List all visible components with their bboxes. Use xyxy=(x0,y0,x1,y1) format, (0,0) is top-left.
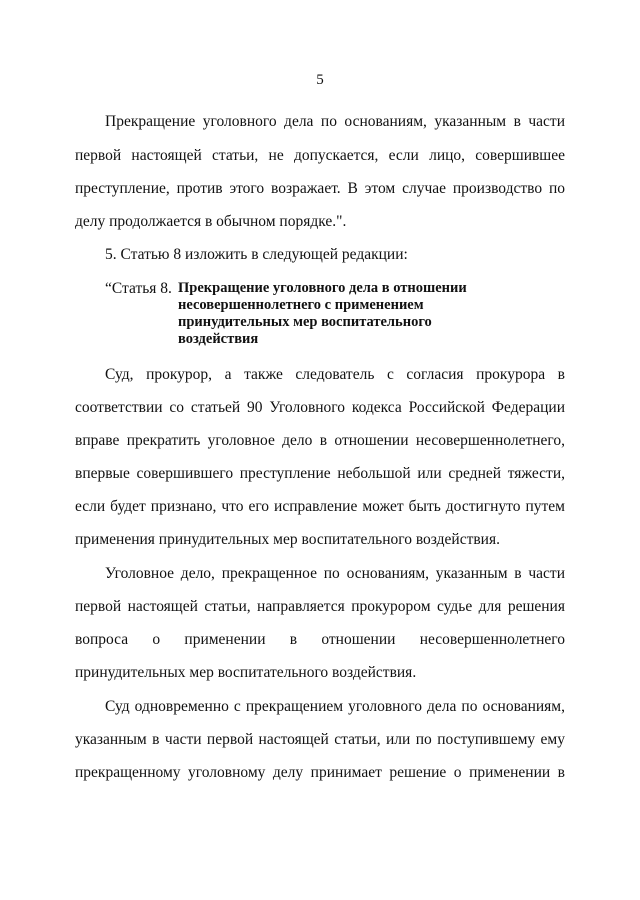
text-line: делу продолжается в обычном порядке.". xyxy=(75,213,347,230)
text-line: прекращенному уголовному делу принимает решение о применении в xyxy=(75,764,565,781)
text-line: первой настоящей статьи, не допускается, если лицо, совершившее xyxy=(75,147,565,164)
text-line: указанным в части первой настоящей статьи, или по поступившему ему xyxy=(75,731,565,748)
heading-line: несовершеннолетнего с применением xyxy=(178,297,424,313)
text-line: 5. Статью 8 изложить в следующей редакции: xyxy=(105,246,408,263)
article-label: “Статья 8. xyxy=(105,280,172,297)
text-line: Прекращение уголовного дела по основаниям, указанным в части xyxy=(105,113,565,130)
text-line: Уголовное дело, прекращенное по основаниям, указанным в части xyxy=(105,565,565,582)
text-line: если будет признано, что его исправление может быть достигнуто путем xyxy=(75,498,565,515)
article-heading xyxy=(178,280,467,348)
text-line: соответствии со статьей 90 Уголовного кодекса Российской Федерации xyxy=(75,399,565,416)
page-number: 5 xyxy=(316,72,324,88)
text-line: принудительных мер воспитательного воздействия. xyxy=(75,664,417,681)
text-line: Суд одновременно с прекращением уголовного дела по основаниям, xyxy=(105,698,565,715)
heading-line: воздействия xyxy=(178,331,259,347)
text-line: Суд, прокурор, а также следователь с согласия прокурора в xyxy=(105,366,565,383)
text-line: вправе прекратить уголовное дело в отношении несовершеннолетнего, xyxy=(75,432,565,449)
text-line: вопроса о применении в отношении несовершеннолетнего xyxy=(75,631,565,648)
text-line: применения принудительных мер воспитательного воздействия. xyxy=(75,531,500,548)
text-line: преступление, против этого возражает. В этом случае производство по xyxy=(75,180,565,197)
text-line: первой настоящей статьи, направляется прокурором судье для решения xyxy=(75,598,565,615)
text-line: впервые совершившего преступление небольшой или средней тяжести, xyxy=(75,465,565,482)
heading-line: принудительных мер воспитательного xyxy=(178,314,432,330)
heading-line: Прекращение уголовного дела в отношении xyxy=(178,280,467,296)
